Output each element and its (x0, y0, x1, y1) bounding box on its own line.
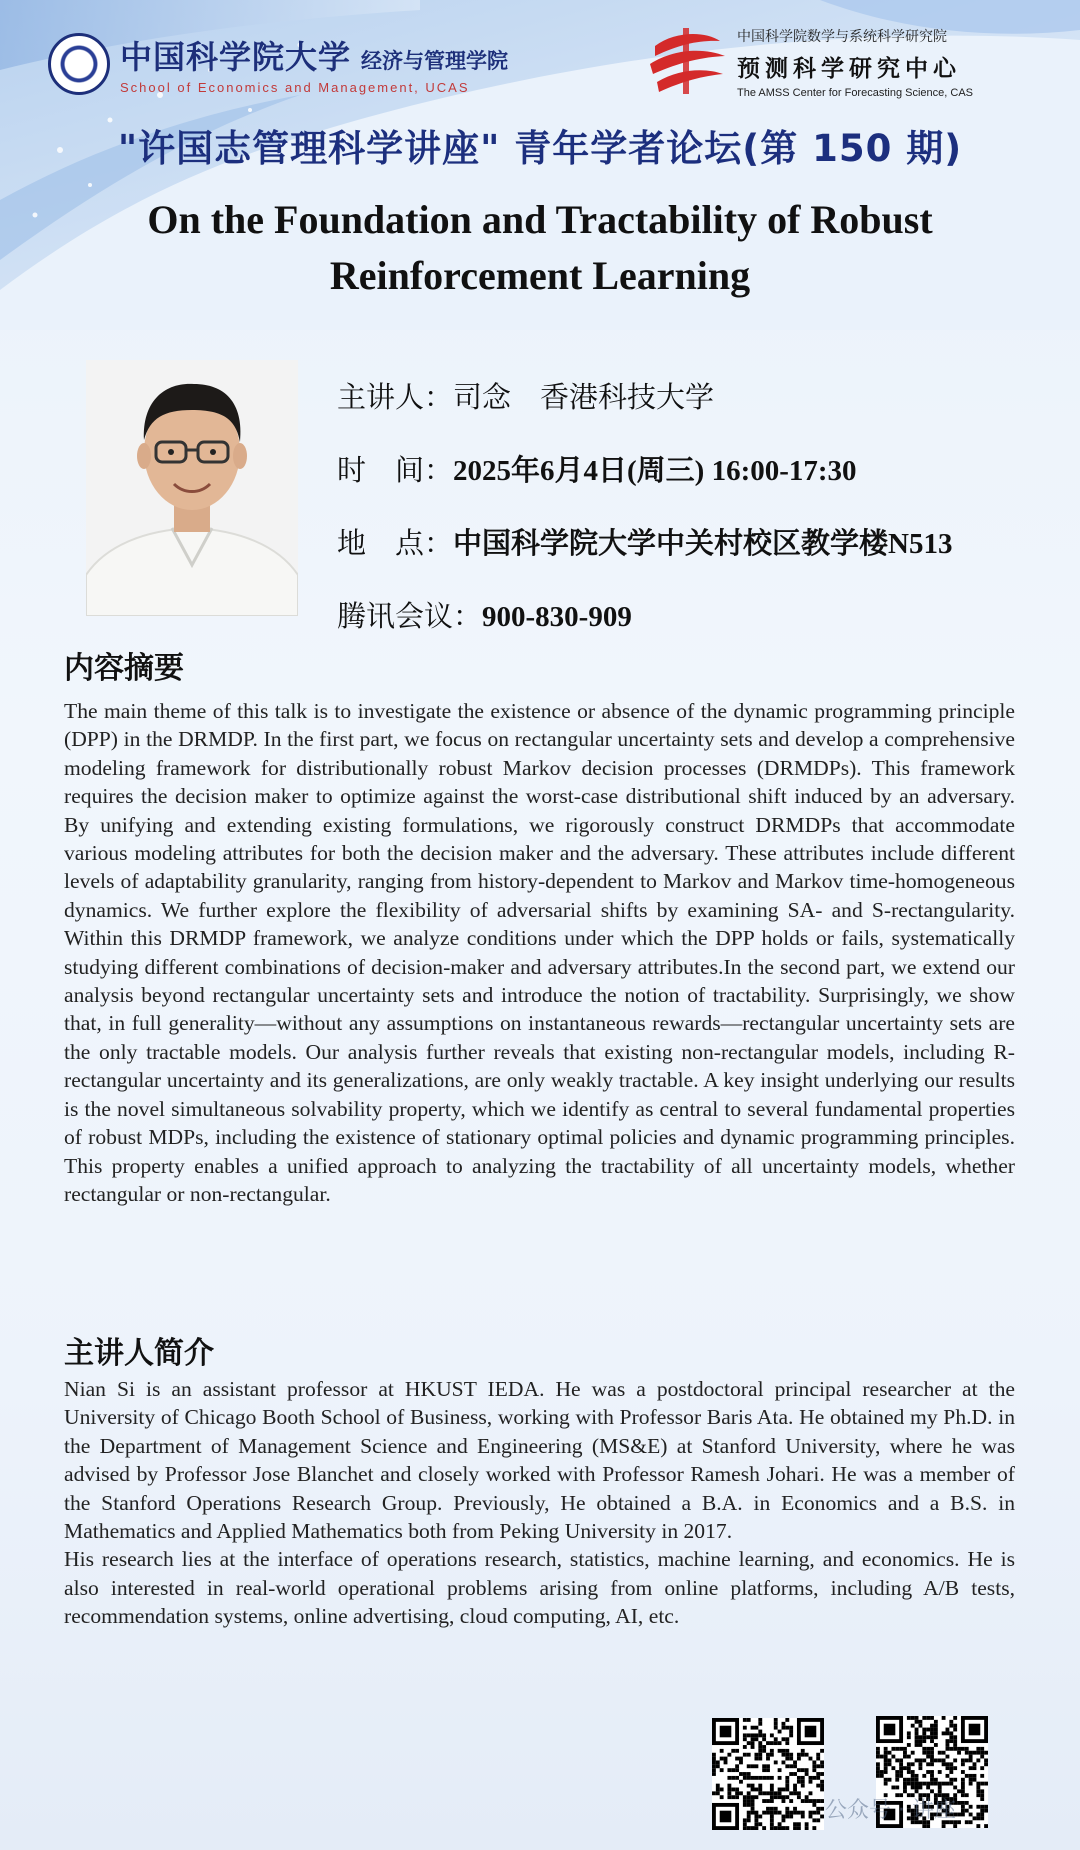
bio-paragraph-1: Nian Si is an assistant professor at HKUST IEDA. He was a postdoctoral principal researcher at the University of Chicago Booth School of Business, working with Professor Baris Ata. He obtained my Ph.D. in the Department of Management Science and Engineering (MS&E) at Stanford University, where he was advised by Professor Jose Blanchet and closely worked with Professor Ramesh Johari. He was a member of the Stanford Operations Research Group. Previously, He obtained a B.A. in Economics and a B.S. in Mathematics and Applied Mathematics both from Peking University in 2017. (64, 1377, 1015, 1544)
talk-title (80, 192, 1000, 304)
watermark: 公众号 · 讲座 (825, 1798, 956, 1823)
place-value: 中国科学院大学中关村校区教学楼N513 (453, 528, 953, 560)
talk-title-line-1: On the Foundation and Tractability of Robust (147, 197, 933, 242)
meeting-id[interactable]: 900-830-909 (482, 601, 632, 633)
qr-code-left[interactable] (712, 1718, 824, 1830)
amss-center-english: The AMSS Center for Forecasting Science, CAS (737, 87, 973, 99)
meeting-label: 腾讯会议： (337, 599, 483, 633)
time-row (337, 448, 952, 487)
place-row (337, 521, 953, 560)
speaker-photo (86, 360, 298, 616)
ucas-logo (48, 32, 508, 95)
abstract-text: The main theme of this talk is to investigate the existence or absence of the dynamic programming principle (DPP) in the DRMDP. In the first part, we focus on rectangular uncertainty sets and develop a comprehensive modeling framework for distributionally robust Markov decision processes (DRMDPs). This framework requires the decision maker to optimize against the worst-case distributional shift induced by an adversary. By unifying and extending existing formulations, we rigorously construct DRMDPs that accommodate various modeling attributes for both the decision maker and the adversary. These attributes include different levels of adaptability granularity, ranging from history-dependent to Markov and Markov time-homogeneous dynamics. We further explore the flexibility of adversarial shifts by examining SA- and S-rectangularity. Within this DRMDP framework, we analyze conditions under which the DPP holds or fails, systematically studying different combinations of decision-maker and adversary attributes.In the second part, we extend our analysis beyond rectangular uncertainty sets and introduce the notion of tractability. Surprisingly, we show that, in full generality—without any assumptions on instantaneous rewards—rectangular uncertainty sets are the only tractable models. Our analysis further reveals that existing non-rectangular models, including R-rectangular uncertainty and its generalizations, are only weakly tractable. A key insight underlying our results is the novel simultaneous solvability property, which we identify as central to several fundamental properties of robust MDPs, including the existence of stationary optimal policies and dynamic programming principles. This property enables a unified approach to analyzing the tractability of all uncertainty models, whether rectangular or non-rectangular. (64, 699, 1015, 1206)
speaker-row (337, 375, 952, 414)
ucas-school-english: School of Economics and Management, UCAS (120, 80, 470, 95)
place-label: 地 点： (337, 526, 454, 560)
amss-center-name: 预测科学研究中心 (737, 56, 961, 82)
ucas-school-name: 经济与管理学院 (361, 49, 509, 73)
header-logos (0, 0, 1080, 110)
time-label: 时 间： (337, 453, 454, 487)
qr-code-left-pattern (712, 1718, 824, 1830)
ucas-name: 中国科学院大学 (120, 38, 352, 76)
series-title: "许国志管理科学讲座" 青年学者论坛(第 150 期) (117, 127, 963, 170)
ucas-seal-icon (48, 33, 110, 95)
speaker-label: 主讲人： (337, 380, 454, 414)
amss-logo (645, 26, 973, 99)
talk-title-line-2: Reinforcement Learning (329, 253, 751, 298)
amss-logo-icon (645, 26, 727, 96)
bio-paragraph-2: His research lies at the interface of operations research, statistics, machine learning, and economics. He is also interested in real-world operational problems arising from online platforms, including A/B tests, recommendation systems, online advertising, cloud computing, AI, etc. (64, 1547, 1015, 1629)
abstract-heading: 内容摘要 (64, 651, 184, 686)
speaker-value: 司念 香港科技大学 (453, 380, 715, 414)
bio-text (64, 1375, 1015, 1631)
event-info (337, 375, 952, 667)
bio-heading: 主讲人简介 (64, 1336, 214, 1371)
amss-parent-institute: 中国科学院数学与系统科学研究院 (737, 29, 947, 45)
speaker-portrait-illustration (86, 360, 298, 616)
meeting-row (337, 594, 952, 633)
time-value: 2025年6月4日(周三) 16:00-17:30 (453, 455, 857, 487)
